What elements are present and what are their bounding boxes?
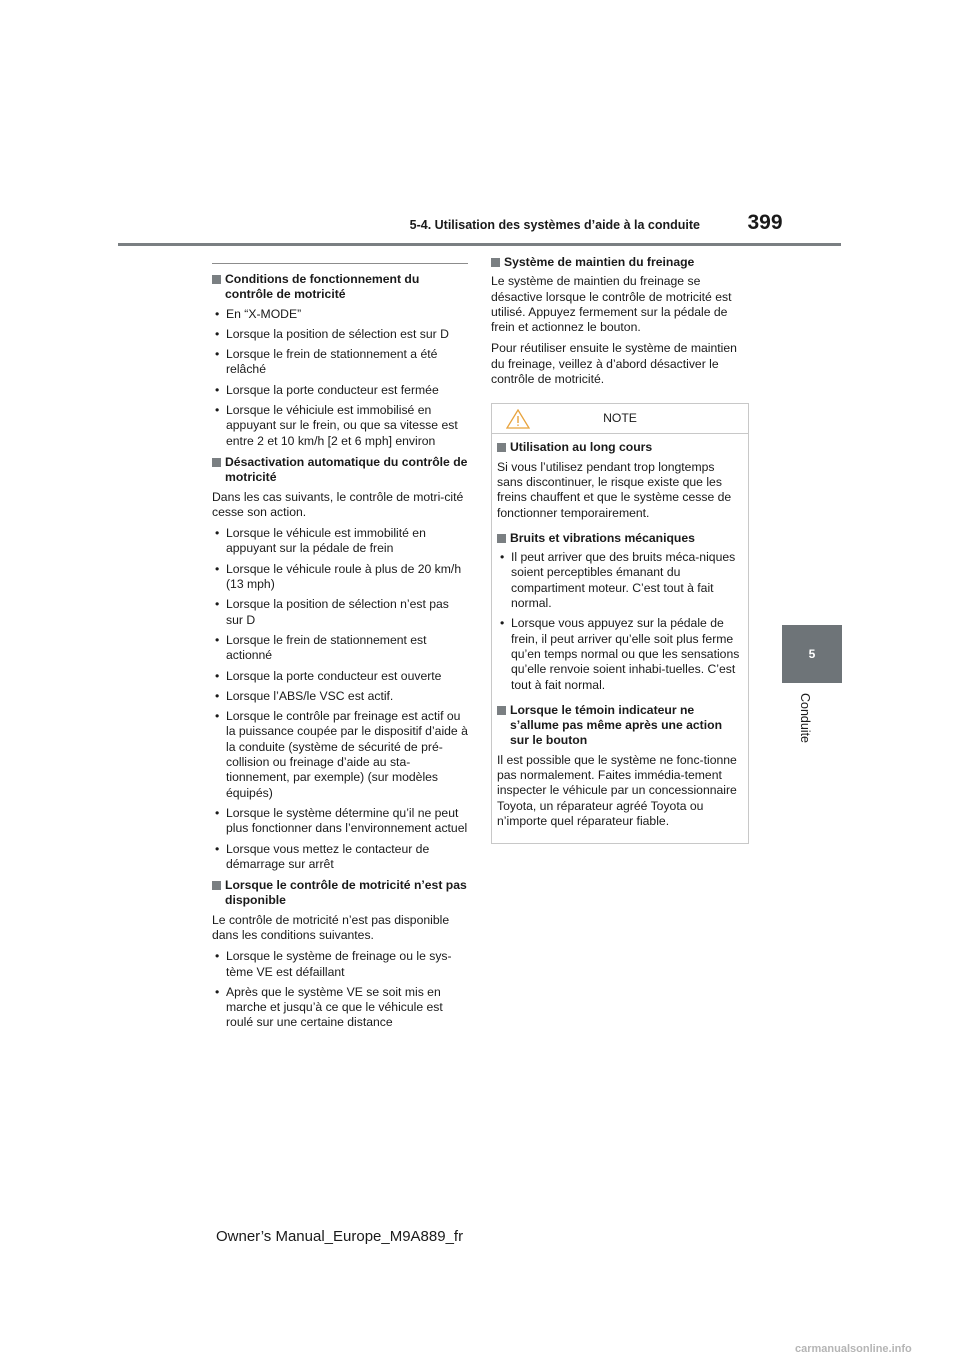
section-heading: Lorsque le témoin indicateur ne s’allume pas même après une action sur le bouton xyxy=(497,703,742,749)
heading-square-icon xyxy=(497,534,506,543)
note-section-noises xyxy=(497,531,742,693)
list-item: • Lorsque le contrôle par freinage est actif ou la puissance coupée par le dispositif d’aide à la conduite (système de sécurité de pré-collision ou freinage d’aide au sta-tionnement, par exemple) (sur modèles équipés) xyxy=(212,709,468,801)
section-heading: Lorsque le contrôle de motricité n’est pas disponible xyxy=(212,878,468,909)
chapter-thumb-tab[interactable]: 5 xyxy=(782,625,842,683)
section-heading: Conditions de fonctionnement du contrôle de motricité xyxy=(212,272,468,303)
page-number: 399 xyxy=(747,211,783,234)
list-item: • Lorsque la porte conducteur est ouverte xyxy=(212,669,468,684)
list-item: • Lorsque le véhiciule est immobilisé en appuyant sur le frein, ou que sa vitesse est entre 2 et 10 km/h [2 et 6 mph] environ xyxy=(212,403,468,449)
list-item: • Lorsque l’ABS/le VSC est actif. xyxy=(212,689,468,704)
section-paragraph: Le système de maintien du freinage se désactive lorsque le contrôle de motricité est utilisé. Appuyez fermement sur la pédale de frein et actionnez le bouton. xyxy=(491,274,732,335)
right-column xyxy=(491,255,749,844)
section-brake-hold xyxy=(491,255,749,387)
watermark: carmanualsonline.info xyxy=(795,1343,912,1355)
list-item: • En “X-MODE” xyxy=(212,307,468,322)
header-rule xyxy=(118,243,841,246)
list-item: • Lorsque le système de freinage ou le sys-tème VE est défaillant xyxy=(212,949,468,980)
heading-square-icon xyxy=(212,458,221,467)
heading-square-icon xyxy=(497,706,506,715)
bullet-list xyxy=(212,526,468,872)
heading-square-icon xyxy=(497,443,506,452)
left-top-rule xyxy=(212,263,468,264)
section-heading: Système de maintien du freinage xyxy=(491,255,749,270)
section-heading: Désactivation automatique du contrôle de motricité xyxy=(212,455,468,486)
bullet-list xyxy=(212,307,468,449)
footer-text: Owner’s Manual_Europe_M9A889_fr xyxy=(216,1228,464,1245)
chapter-label: Conduite xyxy=(798,692,812,744)
list-item: • Lorsque le véhicule roule à plus de 20 km/h (13 mph) xyxy=(212,562,468,593)
left-column xyxy=(212,255,468,1037)
note-section-long-use xyxy=(497,440,742,520)
list-item: • Lorsque le frein de stationnement a été relâché xyxy=(212,347,468,378)
list-item: • Après que le système VE se soit mis en marche et jusqu’à ce que le véhicule est roulé sur une certaine distance xyxy=(212,985,468,1031)
section-paragraph: Il est possible que le système ne fonc-tionne pas normalement. Faites immédia-tement inspecter le véhicule par un concessionnaire Toyota, un réparateur agréé Toyota ou n’importe quel réparateur fiable. xyxy=(497,752,737,828)
header-section-title: 5-4. Utilisation des systèmes d’aide à la conduite xyxy=(409,218,700,232)
section-paragraph: Le contrôle de motricité n’est pas disponible dans les conditions suivantes. xyxy=(212,912,450,942)
list-item: • Lorsque le frein de stationnement est actionné xyxy=(212,633,468,664)
note-box xyxy=(491,403,749,844)
section-paragraph: Pour réutiliser ensuite le système de maintien du freinage, veillez à d’abord désactiver le contrôle de motricité. xyxy=(491,341,737,387)
list-item: • Lorsque vous appuyez sur la pédale de frein, il peut arriver qu’elle soit plus ferme qu’en temps normal ou que les sensations qu’elle renvoie soient inhabi-tuelles. C’est tout à fait normal. xyxy=(497,616,742,692)
note-section-indicator xyxy=(497,703,742,829)
note-body xyxy=(492,434,748,843)
list-item: • Lorsque la porte conducteur est fermée xyxy=(212,383,468,398)
warning-triangle-icon xyxy=(506,409,530,429)
section-paragraph: Si vous l’utilisez pendant trop longtemps sans discontinuer, le risque existe que les freins chauffent et que le système cesse de fonctionner temporairement. xyxy=(497,459,732,520)
note-header xyxy=(492,404,748,434)
list-item: • Lorsque la position de sélection est sur D xyxy=(212,327,468,342)
list-item: • Lorsque le système détermine qu’il ne peut plus fonctionner dans l’environnement actuel xyxy=(212,806,468,837)
heading-square-icon xyxy=(212,275,221,284)
section-paragraph: Dans les cas suivants, le contrôle de motri-cité cesse son action. xyxy=(212,489,464,519)
heading-square-icon xyxy=(212,881,221,890)
list-item: • Lorsque vous mettez le contacteur de démarrage sur arrêt xyxy=(212,842,468,873)
list-item: • Lorsque le véhicule est immobilité en appuyant sur la pédale de frein xyxy=(212,526,468,557)
section-auto-deactivation xyxy=(212,455,468,872)
section-heading: Bruits et vibrations mécaniques xyxy=(497,531,742,546)
heading-square-icon xyxy=(491,258,500,267)
list-item: • Lorsque la position de sélection n’est pas sur D xyxy=(212,597,468,628)
section-unavailable xyxy=(212,878,468,1031)
section-heading: Utilisation au long cours xyxy=(497,440,742,455)
section-conditions xyxy=(212,272,468,449)
note-label: NOTE xyxy=(603,411,637,426)
list-item: • Il peut arriver que des bruits méca-niques soient perceptibles émanant du compartiment moteur. C’est tout à fait normal. xyxy=(497,550,742,611)
bullet-list xyxy=(212,949,468,1030)
bullet-list xyxy=(497,550,742,693)
